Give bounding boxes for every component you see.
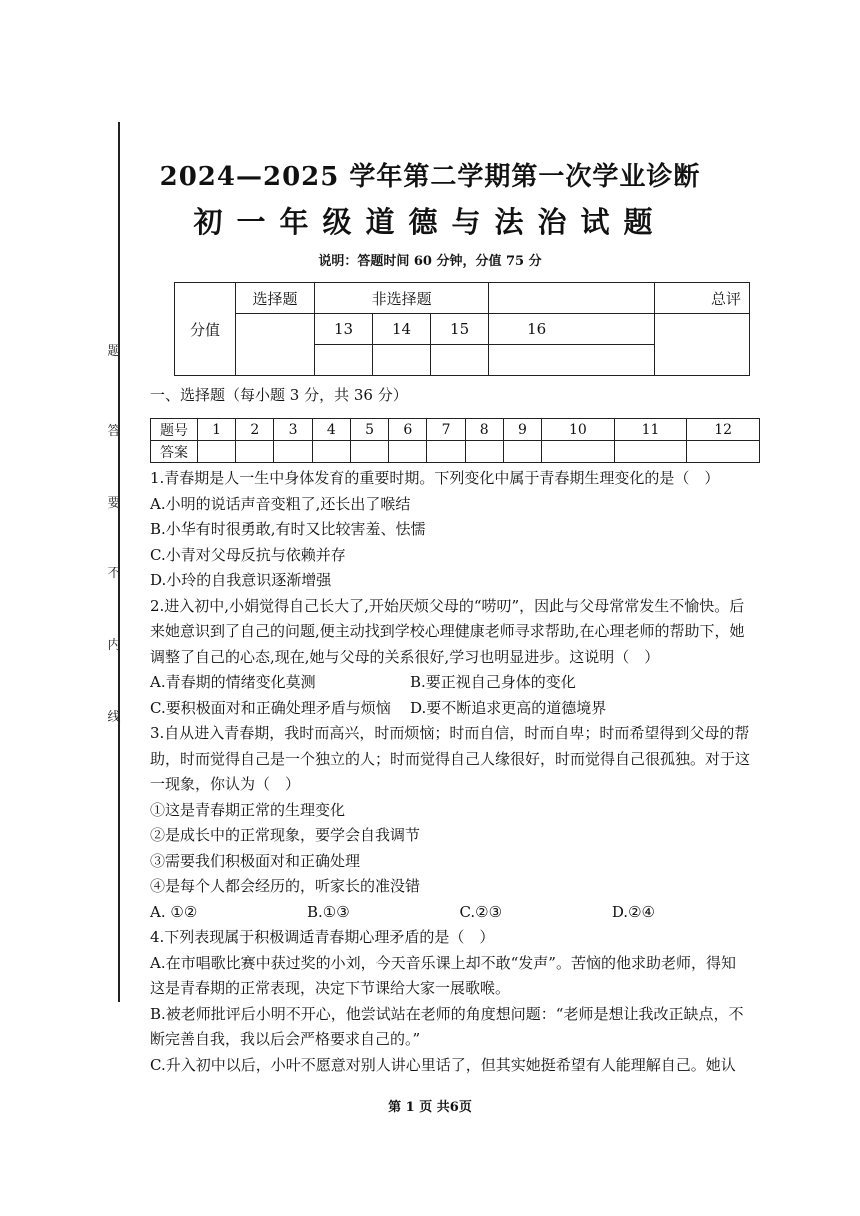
answer-cell — [542, 441, 615, 463]
answer-cell — [427, 441, 465, 463]
question-body — [150, 466, 750, 1078]
score-cell — [655, 314, 750, 376]
total-header: 总评 — [655, 283, 750, 314]
exam-note: 说明：答题时间 60 分钟，分值 75 分 — [318, 254, 542, 269]
binding-char: 答 — [107, 424, 121, 439]
score-cell — [236, 314, 315, 376]
answer-num: 5 — [350, 419, 388, 441]
q4-option-c: C.升入初中以后，小叶不愿意对别人讲心里话了，但其实她挺希望有人能理解自己。她认 — [150, 1055, 736, 1074]
q3-option-c: C.②③ — [459, 902, 503, 921]
q2-option-d: D.要不断追求更高的道德境界 — [410, 698, 607, 717]
score-cell — [489, 283, 655, 314]
q1-option-a: A.小明的说话声音变粗了,还长出了喉结 — [150, 494, 411, 513]
answer-cell — [312, 441, 350, 463]
answer-num: 8 — [465, 419, 503, 441]
answer-cell — [350, 441, 388, 463]
answer-cell — [274, 441, 312, 463]
q3-option-b: B.①③ — [307, 902, 350, 921]
exam-title: 2024—2025 学年第二学期第一次学业诊断 — [159, 162, 701, 192]
score-col: 15 — [431, 314, 489, 345]
q4-option-b: B.被老师批评后小明不开心，他尝试站在老师的角度想问题：“老师是想让我改正缺点，不断完善自我，我以后会严格要求自己的。” — [150, 1004, 744, 1048]
binding-char: 不 — [107, 566, 121, 581]
answer-cell — [389, 441, 427, 463]
answer-num: 7 — [427, 419, 465, 441]
score-row-label: 分值 — [175, 283, 236, 376]
q3-item-4: ④是每个人都会经历的，听家长的准没错 — [150, 877, 421, 895]
q2-stem: 2.进入初中,小娟觉得自己长大了,开始厌烦父母的“唠叨”，因此与父母常常发生不愉快。后来她意识到了自己的问题,便主动找到学校心理健康老师寻求帮助,在心理老师的帮助下，她调整了自己的心态,现在,她与父母的关系很好,学习也明显进步。这说明（ ） — [150, 596, 745, 666]
q3-item-3: ③需要我们积极面对和正确处理 — [150, 851, 361, 870]
answer-num: 2 — [236, 419, 274, 441]
answer-table — [150, 418, 760, 463]
answer-num: 10 — [542, 419, 615, 441]
q3-item-2: ②是成长中的正常现象，要学会自我调节 — [150, 826, 421, 844]
binding-char: 要 — [107, 496, 121, 511]
page-footer: 第 1 页 共6页 — [388, 1100, 472, 1115]
answer-num: 12 — [687, 419, 760, 441]
score-col: 16 — [489, 314, 655, 345]
answer-num: 3 — [274, 419, 312, 441]
binding-char: 题 — [107, 344, 121, 359]
score-cell — [373, 345, 431, 376]
choice-header: 选择题 — [236, 283, 315, 314]
q4-option-a: A.在市唱歌比赛中获过奖的小刘，今天音乐课上却不敢“发声”。苦恼的他求助老师，得知这是青春期的正常表现，决定下节课给大家一展歌喉。 — [150, 953, 736, 997]
q1-option-d: D.小玲的自我意识逐渐增强 — [150, 571, 332, 589]
answer-cell — [687, 441, 760, 463]
q3-stem: 3.自从进入青春期，我时而高兴，时而烦恼；时而自信，时而自卑；时而希望得到父母的帮助，时而觉得自己是一个独立的人；时而觉得自己人缘很好，时而觉得自己很孤独。对于这一现象，你认为（ ） — [150, 724, 751, 793]
answer-cell — [465, 441, 503, 463]
score-col: 13 — [315, 314, 373, 345]
q3-option-d: D.②④ — [611, 902, 655, 921]
answer-label-no: 题号 — [151, 419, 198, 441]
q2-option-b: B.要正视自己身体的变化 — [410, 673, 576, 691]
answer-num: 9 — [503, 419, 541, 441]
q3-item-1: ①这是青春期正常的生理变化 — [150, 800, 346, 819]
q1-stem: 1.青春期是人一生中身体发育的重要时期。下列变化中属于青春期生理变化的是（ ） — [150, 469, 720, 487]
q1-option-c: C.小青对父母反抗与依赖并存 — [150, 545, 346, 564]
answer-num: 1 — [198, 419, 236, 441]
q3-options — [150, 900, 655, 926]
score-table — [174, 282, 750, 376]
answer-num: 11 — [614, 419, 687, 441]
score-cell — [315, 345, 373, 376]
score-cell — [431, 345, 489, 376]
answer-cell — [198, 441, 236, 463]
answer-cell — [236, 441, 274, 463]
section-title: 一、选择题（每小题 3 分，共 36 分） — [150, 386, 408, 404]
q2-options-row2 — [150, 696, 750, 722]
answer-num: 4 — [312, 419, 350, 441]
score-col: 14 — [373, 314, 431, 345]
q2-option-c: C.要积极面对和正确处理矛盾与烦恼 — [150, 698, 391, 717]
q1-option-b: B.小华有时很勇敢,有时又比较害羞、怯懦 — [150, 520, 426, 538]
binding-char: 线 — [107, 710, 121, 725]
answer-cell — [614, 441, 687, 463]
q4-stem: 4.下列表现属于积极调适青春期心理矛盾的是（ ） — [150, 928, 495, 946]
answer-num: 6 — [389, 419, 427, 441]
answer-label-ans: 答案 — [151, 441, 198, 463]
q2-option-a: A.青春期的情绪变化莫测 — [150, 673, 316, 691]
exam-subtitle: 初一年级道德与法治试题 — [193, 205, 667, 239]
answer-cell — [503, 441, 541, 463]
q2-options-row1 — [150, 670, 750, 696]
binding-char: 内 — [107, 638, 121, 653]
non-choice-header: 非选择题 — [315, 283, 489, 314]
score-cell — [489, 345, 655, 376]
q3-option-a: A. ①② — [150, 902, 198, 921]
